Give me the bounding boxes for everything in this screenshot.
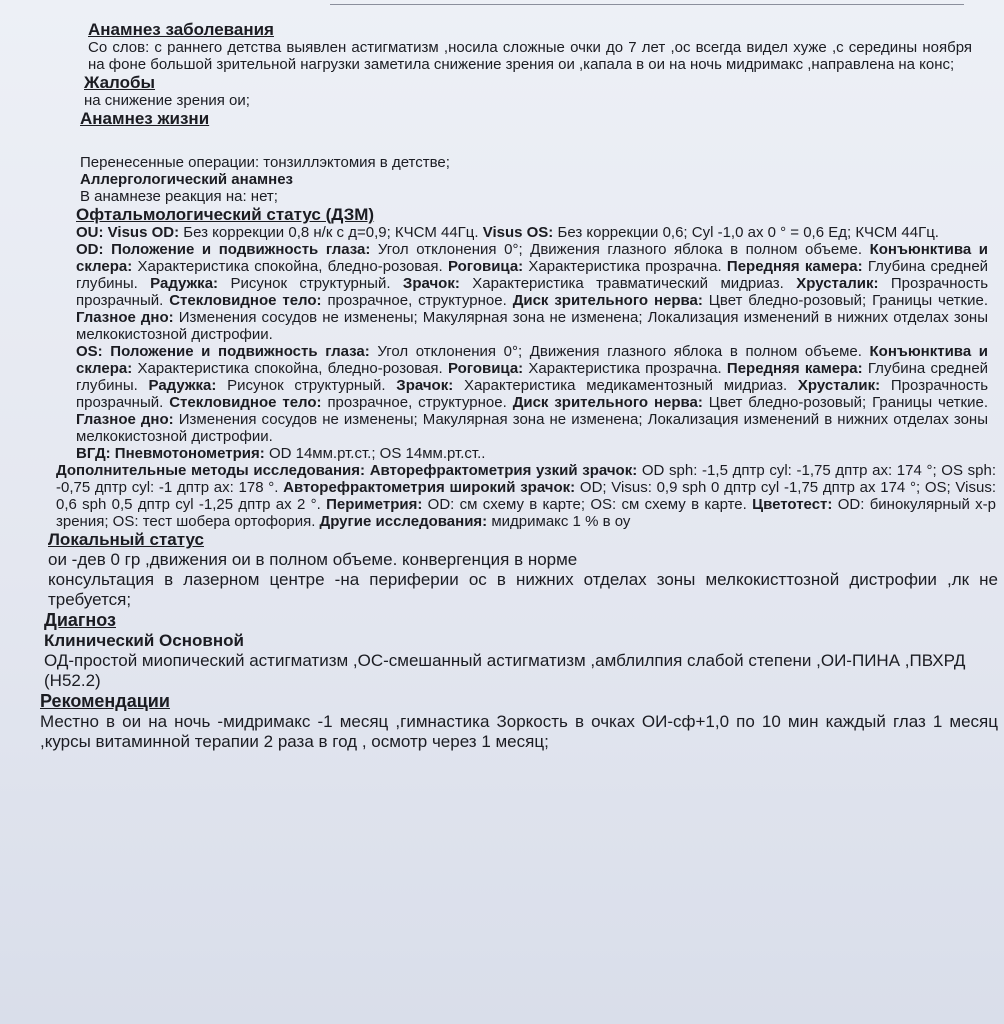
diagnosis-text: ОД-простой миопический астигматизм ,ОС-смешанный астигматизм ,амблилпия слабой степени ,ОИ-ПИНА ,ПВХРД (Н52.2)	[44, 651, 966, 690]
diagnosis-section	[44, 610, 998, 691]
od-vitreous-label: Стекловидное тело:	[169, 292, 322, 309]
os-pupil-label: Зрачок:	[396, 377, 454, 394]
os-conj-text: Характеристика спокойна, бледно-розовая.	[137, 360, 443, 377]
visus-od-label: Visus OD:	[107, 224, 180, 241]
od-disc-label: Диск зрительного нерва:	[512, 292, 703, 309]
od-pupil-text: Характеристика травматический мидриаз.	[472, 275, 784, 292]
extra-methods-label: Дополнительные методы исследования:	[56, 462, 366, 479]
os-eye-label: OS:	[76, 343, 103, 360]
visus-os-text: Без коррекции 0,6; Cyl -1,0 ax 0 ° = 0,6 Ед; КЧСМ 44Гц.	[557, 224, 939, 241]
colortest-label: Цветотест:	[752, 496, 833, 513]
os-cornea-label: Роговица:	[447, 360, 524, 377]
os-lens-text: Прозрачность прозрачный.	[76, 377, 989, 411]
top-rule	[330, 4, 964, 5]
os-iris-label: Радужка:	[148, 377, 217, 394]
os-iris-text: Рисунок структурный.	[227, 377, 386, 394]
diagnosis-title: Диагноз	[44, 610, 116, 630]
ophthalmic-section	[76, 205, 988, 462]
os-paragraph	[76, 343, 988, 445]
anamnesis-life-title: Анамнез жизни	[80, 109, 210, 128]
od-disc-text: Цвет бледно-розовый; Границы четкие.	[708, 292, 989, 309]
ar-wide-text: OD; Visus: 0,9 sph 0 дптр cyl -1,75 дптр ax 174 °; OS; Visus: 0,6 sph 0,5 дптр cyl -1,25 дптр ax 2 °.	[56, 479, 996, 513]
anamnesis-disease-section	[88, 20, 972, 73]
recommendations-text: Местно в ои на ночь -мидримакс -1 месяц ,гимнастика Зоркость в очках ОИ-сф+1,0 по 10 мин каждый глаз 1 месяц ,курсы витаминной терапии 2 раза в год , осмотр через 1 месяц;	[40, 712, 998, 751]
od-ac-text: Глубина средней глубины.	[76, 258, 989, 292]
os-vitreous-label: Стекловидное тело:	[169, 394, 322, 411]
medical-record	[40, 20, 998, 752]
os-pupil-text: Характеристика медикаментозный мидриаз.	[463, 377, 788, 394]
od-lens-text: Прозрачность прозрачный.	[76, 275, 989, 309]
os-disc-text: Цвет бледно-розовый; Границы четкие.	[708, 394, 989, 411]
complaints-title: Жалобы	[84, 73, 156, 92]
allergy-text: В анамнезе реакция на: нет;	[80, 188, 278, 205]
local-status-title: Локальный статус	[48, 530, 204, 549]
colortest-text: OD: бинокулярный х-р зрения; OS: тест шобера ортофория.	[56, 496, 997, 530]
od-cornea-text: Характеристика прозрачна.	[528, 258, 722, 275]
visus-paragraph	[76, 224, 988, 241]
ar-narrow-text: OD sph: -1,5 дптр cyl: -1,75 дптр ax: 174 °; OS sph: -0,75 дптр cyl: -1 дптр ax: 178 °.	[56, 462, 996, 496]
perimetry-label: Периметрия:	[326, 496, 423, 513]
os-ac-text: Глубина средней глубины.	[76, 360, 989, 394]
od-iris-text: Рисунок структурный.	[230, 275, 391, 292]
ar-narrow-label: Авторефрактометрия узкий зрачок:	[369, 462, 638, 479]
od-lens-label: Хрусталик:	[796, 275, 879, 292]
anamnesis-disease-title: Анамнез заболевания	[88, 20, 274, 39]
complaints-text: на снижение зрения ои;	[84, 92, 250, 109]
diagnosis-subtitle: Клинический Основной	[44, 631, 244, 650]
iop-label: ВГД: Пневмотонометрия:	[76, 445, 265, 462]
anamnesis-life-section	[80, 109, 972, 205]
ar-wide-label: Авторефрактометрия широкий зрачок:	[283, 479, 576, 496]
os-disc-label: Диск зрительного нерва:	[512, 394, 703, 411]
od-iris-label: Радужка:	[150, 275, 219, 292]
surgeries-text: Перенесенные операции: тонзиллэктомия в детстве;	[80, 154, 450, 171]
od-conj-label: Конъюнктива и склера:	[76, 241, 989, 275]
od-vitreous-text: прозрачное, структурное.	[327, 292, 507, 309]
os-cornea-text: Характеристика прозрачна.	[528, 360, 722, 377]
local-status-line1: ои -дев 0 гр ,движения ои в полном объеме. конвергенция в норме	[48, 550, 578, 569]
os-ac-label: Передняя камера:	[726, 360, 863, 377]
local-status-line2: консультация в лазерном центре -на периферии ос в нижних отделах зоны мелкокисттозной дистрофии ,лк не требуется;	[48, 570, 998, 609]
od-eye-label: OD:	[76, 241, 104, 258]
od-cornea-label: Роговица:	[447, 258, 524, 275]
other-tests-text: мидримакс 1 % в оу	[491, 513, 631, 530]
complaints-section	[84, 73, 972, 109]
od-fundus-text: Изменения сосудов не изменены; Макулярная зона не изменена; Локализация изменений в нижних отделах зоны мелкокистозной дистрофии.	[76, 309, 988, 343]
iop-paragraph	[76, 445, 988, 462]
visus-os-label: Visus OS:	[482, 224, 554, 241]
allergy-title: Аллергологический анамнез	[80, 171, 294, 188]
od-pupil-label: Зрачок:	[402, 275, 460, 292]
local-status-section	[48, 530, 998, 610]
od-pos-text: Угол отклонения 0°; Движения глазного яблока в полном объеме.	[377, 241, 863, 258]
perimetry-text: OD: см схему в карте; OS: см схему в карте.	[427, 496, 747, 513]
anamnesis-disease-text: Со слов: с раннего детства выявлен астигматизм ,носила сложные очки до 7 лет ,ос всегда видел хуже ,с середины ноября на фоне большой зрительной нагрузки заметила снижение зрения ои ,капала в ои на ночь мидримакс ,направлена на конс;	[88, 39, 972, 73]
ou-label: OU:	[76, 224, 104, 241]
od-paragraph	[76, 241, 988, 343]
od-fundus-label: Глазное дно:	[76, 309, 174, 326]
os-lens-label: Хрусталик:	[797, 377, 881, 394]
other-tests-label: Другие исследования:	[319, 513, 488, 530]
od-pos-label: Положение и подвижность глаза:	[111, 241, 371, 258]
od-conj-text: Характеристика спокойна, бледно-розовая.	[137, 258, 443, 275]
visus-od-text: Без коррекции 0,8 н/к с д=0,9; КЧСМ 44Гц.	[183, 224, 479, 241]
od-ac-label: Передняя камера:	[726, 258, 863, 275]
extra-methods-section	[56, 462, 996, 530]
os-conj-label: Конъюнктива и склера:	[76, 343, 988, 377]
recommendations-title: Рекомендации	[40, 691, 170, 711]
os-fundus-text: Изменения сосудов не изменены; Макулярная зона не изменена; Локализация изменений в нижних отделах зоны мелкокистозной дистрофии.	[76, 411, 988, 445]
iop-text: OD 14мм.рт.ст.; OS 14мм.рт.ст..	[268, 445, 486, 462]
extra-methods-paragraph	[56, 462, 996, 530]
os-pos-label: Положение и подвижность глаза:	[110, 343, 370, 360]
recommendations-section	[40, 691, 998, 752]
os-fundus-label: Глазное дно:	[76, 411, 174, 428]
ophthalmic-title: Офтальмологический статус (ДЗМ)	[76, 205, 375, 224]
os-pos-text: Угол отклонения 0°; Движения глазного яблока в полном объеме.	[377, 343, 862, 360]
os-vitreous-text: прозрачное, структурное.	[327, 394, 507, 411]
